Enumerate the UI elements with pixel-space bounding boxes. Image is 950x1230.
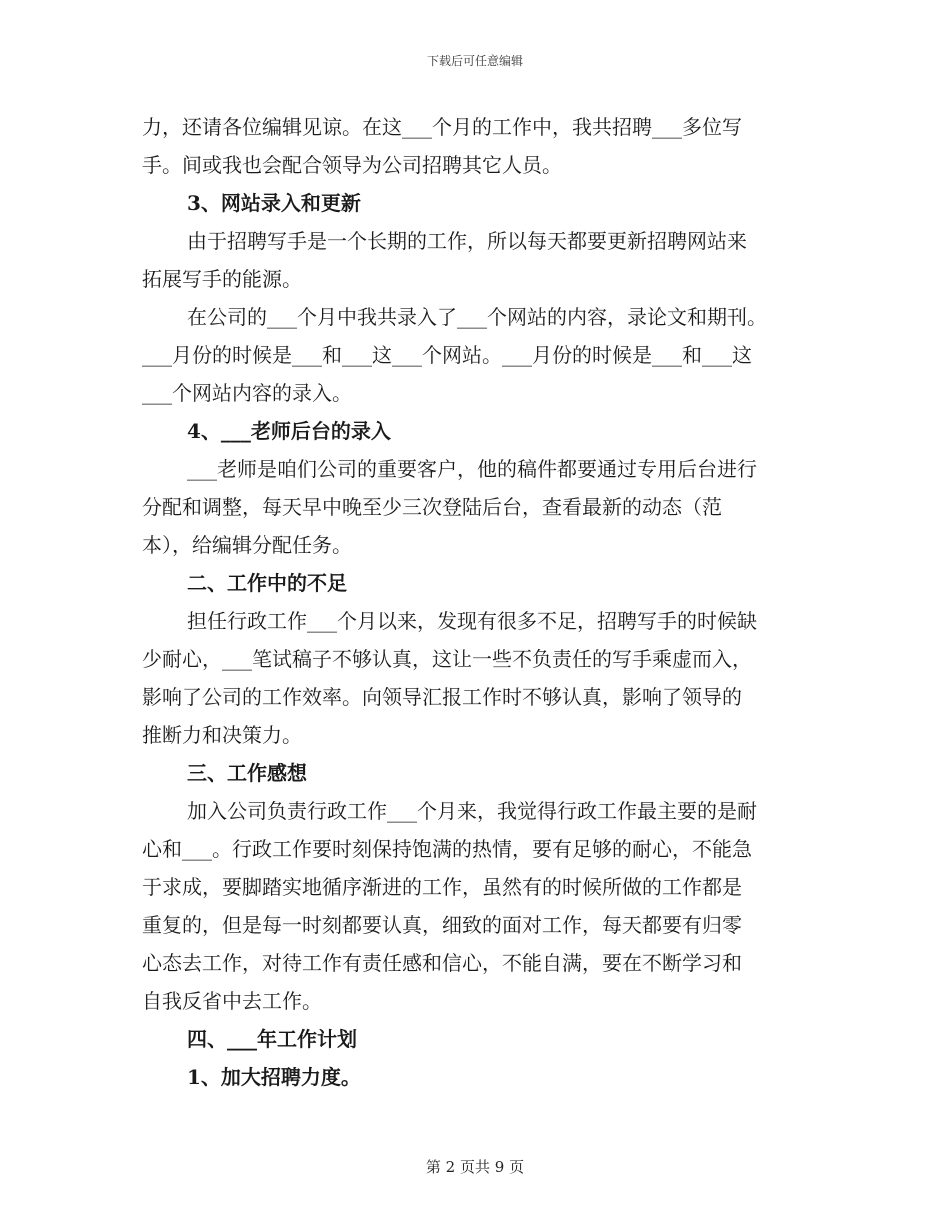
paragraph-line: 在公司的___个月中我共录入了___个网站的内容，录论文和期刊。 bbox=[187, 305, 767, 329]
section-heading: 四、___年工作计划 bbox=[187, 1027, 357, 1051]
page-header: 下载后可任意编辑 bbox=[426, 54, 523, 68]
paragraph-line: 心和___。行政工作要时刻保持饱满的热情，要有足够的耐心，不能急 bbox=[142, 837, 752, 861]
section-heading: 4、___老师后台的录入 bbox=[187, 419, 391, 443]
paragraph-line: ___月份的时候是___和___这___个网站。___月份的时候是___和___这 bbox=[142, 343, 752, 367]
section-heading: 3、网站录入和更新 bbox=[187, 191, 361, 215]
paragraph-line: 手。间或我也会配合领导为公司招聘其它人员。 bbox=[142, 153, 562, 177]
paragraph-line: 重复的，但是每一时刻都要认真，细致的面对工作，每天都要有归零 bbox=[142, 913, 742, 937]
paragraph-line: 分配和调整，每天早中晚至少三次登陆后台，查看最新的动态（范 bbox=[142, 495, 722, 519]
paragraph-line: ___个网站内容的录入。 bbox=[142, 381, 352, 405]
page-footer: 第 2 页共 9 页 bbox=[425, 1158, 525, 1176]
document-body bbox=[142, 108, 814, 1096]
section-heading: 三、工作感想 bbox=[187, 761, 307, 785]
paragraph-line: 加入公司负责行政工作___个月来，我觉得行政工作最主要的是耐 bbox=[187, 799, 757, 823]
paragraph-line: 推断力和决策力。 bbox=[142, 723, 302, 747]
paragraph-line: 拓展写手的能源。 bbox=[142, 267, 302, 291]
section-heading: 1、加大招聘力度。 bbox=[187, 1065, 361, 1089]
paragraph-line: ___老师是咱们公司的重要客户，他的稿件都要通过专用后台进行 bbox=[187, 457, 757, 481]
paragraph-line: 担任行政工作___个月以来，发现有很多不足，招聘写手的时候缺 bbox=[187, 609, 757, 633]
paragraph-line: 本），给编辑分配任务。 bbox=[142, 533, 352, 557]
paragraph-line: 心态去工作，对待工作有责任感和信心，不能自满，要在不断学习和 bbox=[142, 951, 742, 975]
paragraph-line: 少耐心，___笔试稿子不够认真，这让一些不负责任的写手乘虚而入， bbox=[142, 647, 752, 671]
paragraph-line: 力，还请各位编辑见谅。在这___个月的工作中，我共招聘___多位写 bbox=[142, 115, 742, 139]
paragraph-line: 影响了公司的工作效率。向领导汇报工作时不够认真，影响了领导的 bbox=[142, 685, 742, 709]
paragraph-line: 由于招聘写手是一个长期的工作，所以每天都要更新招聘网站来 bbox=[187, 229, 747, 253]
paragraph-line: 自我反省中去工作。 bbox=[142, 989, 322, 1013]
paragraph-line: 于求成，要脚踏实地循序渐进的工作，虽然有的时候所做的工作都是 bbox=[142, 875, 742, 899]
section-heading: 二、工作中的不足 bbox=[187, 571, 347, 595]
